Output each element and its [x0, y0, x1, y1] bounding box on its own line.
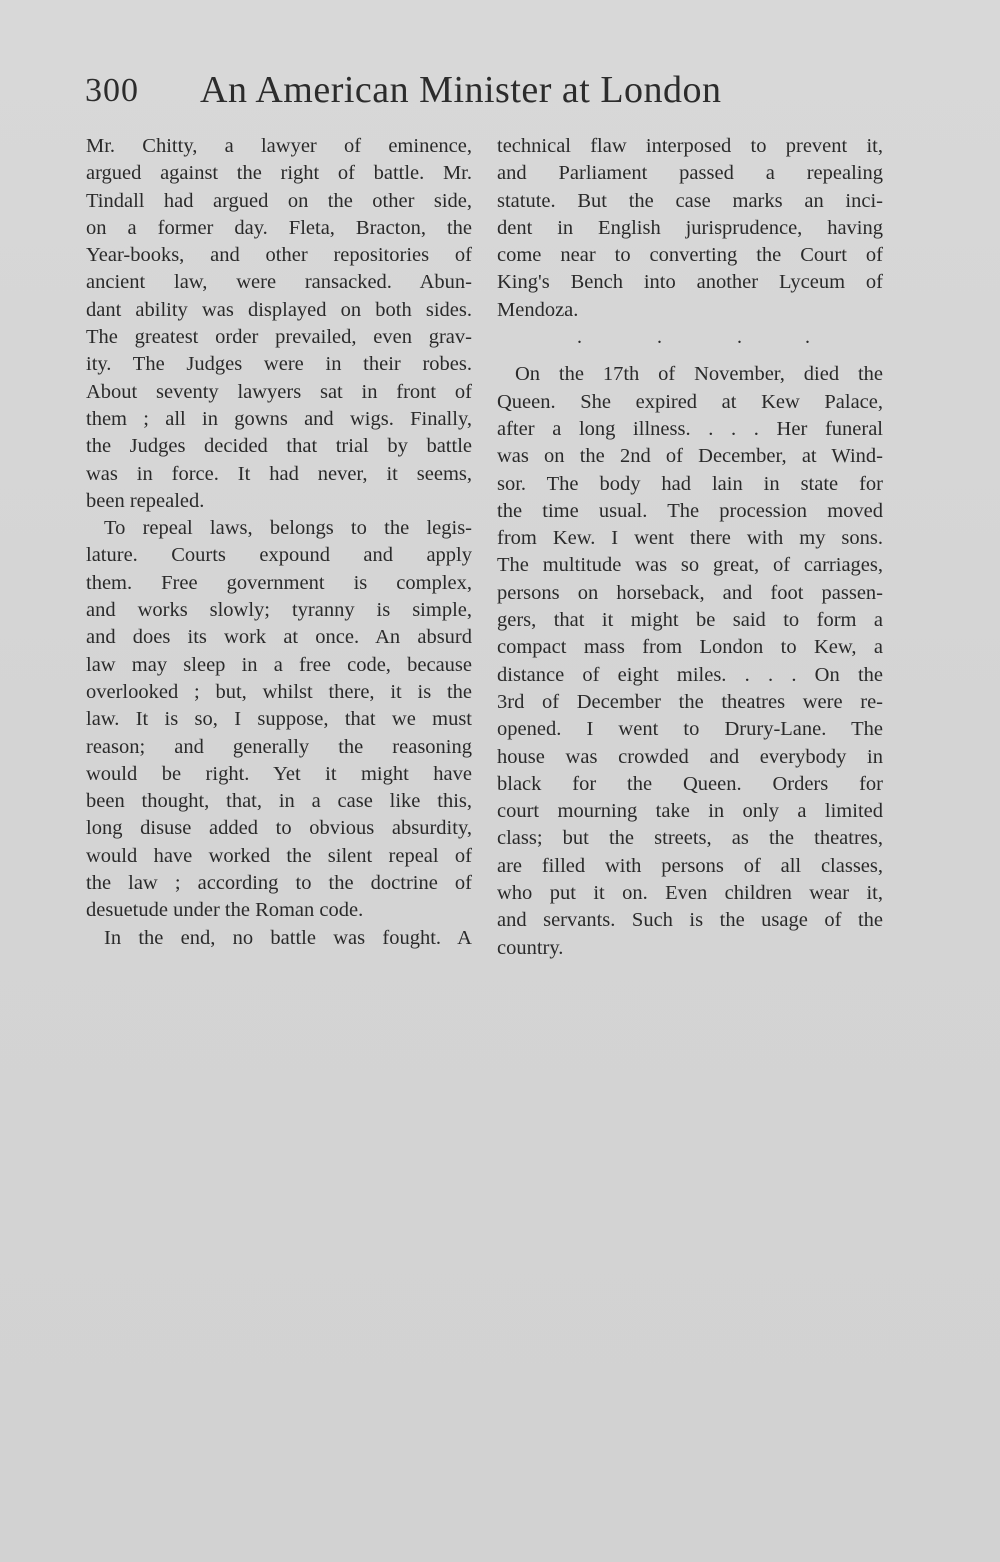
ornament-dot: .: [805, 326, 810, 349]
section-spacer: [497, 351, 883, 361]
text-line: The greatest order prevailed, even grav-: [86, 326, 472, 349]
page-number: 300: [85, 72, 139, 109]
section-break-ornament: [497, 324, 883, 351]
text-line: ity. The Judges were in their robes.: [86, 353, 472, 376]
text-line: compact mass from London to Kew, a: [497, 636, 883, 659]
text-line: law may sleep in a free code, because: [86, 653, 472, 676]
text-line: The multitude was so great, of carriages,: [497, 554, 883, 577]
text-line: would be right. Yet it might have: [86, 762, 472, 785]
text-line: Year-books, and other repositories of: [86, 244, 472, 267]
page-header: [85, 68, 885, 118]
running-title: An American Minister at London: [200, 69, 722, 111]
text-line: black for the Queen. Orders for: [497, 772, 883, 795]
text-line: On the 17th of November, died the: [515, 363, 883, 386]
text-line: King's Bench into another Lyceum of: [497, 271, 883, 294]
text-line: dent in English jurisprudence, having: [497, 216, 883, 239]
ornament-dot: .: [737, 326, 742, 349]
text-line: was in force. It had never, it seems,: [86, 462, 472, 485]
text-line: dant ability was displayed on both sides.: [86, 298, 472, 321]
text-line: court mourning take in only a limited: [497, 800, 883, 823]
text-line: and works slowly; tyranny is simple,: [86, 599, 472, 622]
text-line: and Parliament passed a repealing: [497, 162, 883, 185]
text-line: statute. But the case marks an inci-: [497, 189, 883, 212]
text-line: reason; and generally the reasoning: [86, 735, 472, 758]
text-line: the law ; according to the doctrine of: [86, 872, 472, 895]
text-line: been repealed.: [86, 489, 205, 512]
text-line: technical flaw interposed to prevent it,: [497, 135, 883, 157]
text-line: gers, that it might be said to form a: [497, 609, 883, 632]
text-line: and servants. Such is the usage of the: [497, 909, 883, 932]
text-line: Tindall had argued on the other side,: [86, 189, 472, 212]
text-line: who put it on. Even children wear it,: [497, 882, 883, 905]
text-line: To repeal laws, belongs to the legis-: [104, 517, 472, 540]
text-line: 3rd of December the theatres were re-: [497, 690, 883, 713]
text-line: country.: [497, 936, 564, 959]
text-line: was on the 2nd of December, at Wind-: [497, 445, 883, 468]
text-line: law. It is so, I suppose, that we must: [86, 708, 472, 731]
text-line: persons on horseback, and foot passen-: [497, 581, 883, 604]
text-line: them ; all in gowns and wigs. Finally,: [86, 407, 472, 430]
text-line: desuetude under the Roman code.: [86, 899, 364, 922]
right-column: [497, 133, 883, 962]
text-line: after a long illness. . . . Her funeral: [497, 417, 883, 440]
text-line: opened. I went to Drury-Lane. The: [497, 718, 883, 741]
text-line: would have worked the silent repeal of: [86, 844, 472, 867]
text-line: overlooked ; but, whilst there, it is the: [86, 680, 472, 703]
ornament-dot: .: [657, 326, 662, 349]
text-line: lature. Courts expound and apply: [86, 544, 472, 567]
text-line: and does its work at once. An absurd: [86, 626, 472, 649]
text-line: from Kew. I went there with my sons.: [497, 527, 883, 550]
right-column-top-text: [497, 133, 883, 324]
text-line: long disuse added to obvious absurdity,: [86, 817, 472, 840]
text-line: class; but the streets, as the theatres,: [497, 827, 883, 850]
text-line: ancient law, were ransacked. Abun-: [86, 271, 472, 294]
right-column-bottom-text: [497, 361, 883, 962]
text-line: Queen. She expired at Kew Palace,: [497, 390, 883, 413]
text-line: been thought, that, in a case like this,: [86, 790, 472, 813]
text-line: Mendoza.: [497, 298, 579, 321]
text-line: About seventy lawyers sat in front of: [86, 380, 472, 403]
text-line: them. Free government is complex,: [86, 571, 472, 594]
text-line: the time usual. The procession moved: [497, 499, 883, 522]
text-line: the Judges decided that trial by battle: [86, 435, 472, 458]
text-line: are filled with persons of all classes,: [497, 854, 883, 877]
text-line: distance of eight miles. . . . On the: [497, 663, 883, 686]
text-line: argued against the right of battle. Mr.: [86, 162, 472, 185]
ornament-dot: .: [577, 326, 582, 349]
text-line: come near to converting the Court of: [497, 244, 883, 267]
text-line: In the end, no battle was fought. A: [104, 926, 472, 949]
text-line: house was crowded and everybody in: [497, 745, 883, 768]
text-line: sor. The body had lain in state for: [497, 472, 883, 495]
text-line: Mr. Chitty, a lawyer of eminence,: [86, 135, 472, 157]
left-column: [86, 133, 472, 952]
text-line: on a former day. Fleta, Bracton, the: [86, 216, 472, 239]
